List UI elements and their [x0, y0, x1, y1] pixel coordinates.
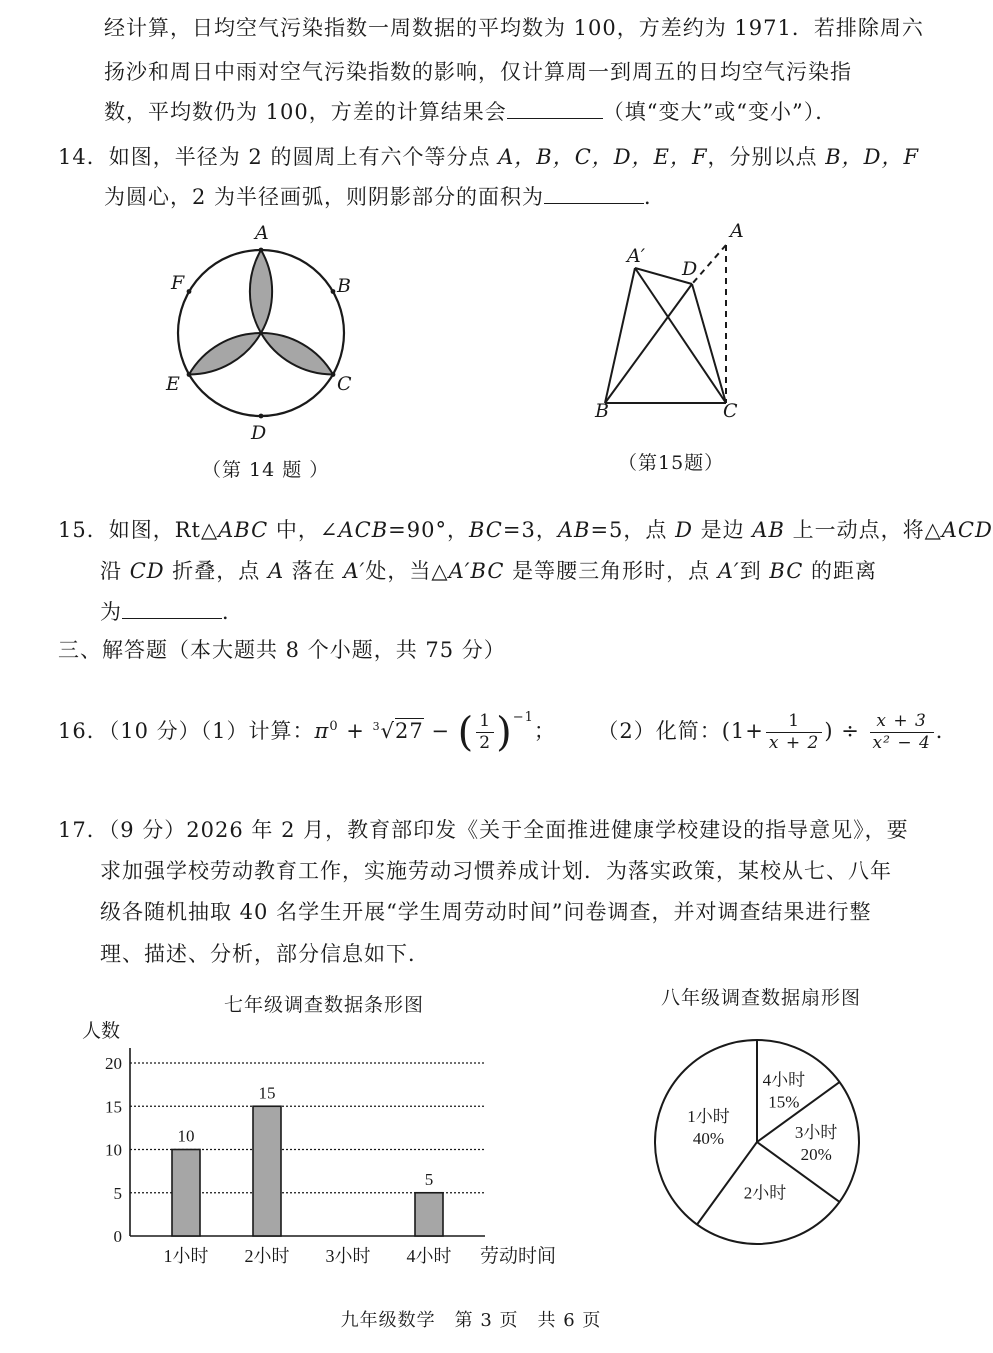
q16-open: (1+	[721, 718, 764, 743]
bar-chart-title: 七年级调查数据条形图	[224, 994, 425, 1016]
q16-root-sign: √	[380, 718, 395, 743]
bar-category-label: 1小时	[163, 1246, 209, 1266]
q16-paren-open: (	[457, 709, 475, 756]
figure-14	[150, 222, 380, 452]
q14-centers: B，D，F	[825, 145, 920, 169]
q13-line-1: 经计算，日均空气污染指数一周数据的平均数为 100，方差约为 1971．若排除周六	[104, 16, 924, 40]
q16-fraction-2	[766, 711, 822, 754]
q16-semicolon: ；	[533, 718, 556, 743]
pie-slice-percent: 20%	[800, 1145, 832, 1164]
q17-line-4: 理、描述、分析，部分信息如下．	[100, 942, 430, 966]
q14-text-a: 如图，半径为 2 的圆周上有六个等分点	[108, 145, 499, 169]
q17-line-3: 级各随机抽取 40 名学生开展“学生周劳动时间”问卷调查，并对调查结果进行整	[100, 900, 872, 924]
q16-close: )	[824, 718, 834, 743]
q15-t6: BC	[468, 518, 503, 542]
pie-chart-title: 八年级调查数据扇形图	[661, 987, 862, 1009]
q15-line-2	[100, 557, 877, 585]
point-c-dot	[331, 372, 336, 377]
q15-u1: 沿	[100, 559, 130, 583]
q15-line-1	[58, 516, 993, 544]
q17-number: 17．	[58, 818, 109, 842]
point-b-dot	[331, 289, 336, 294]
q15-u9: 是等腰三角形时，点	[504, 559, 718, 583]
fig15-label-d: D	[682, 258, 698, 280]
fig15-label-b: B	[595, 400, 609, 422]
q15-u3: 折叠，点	[164, 559, 268, 583]
figure-14-caption: （第 14 题 ）	[202, 459, 330, 481]
q14-line-2	[104, 183, 666, 211]
q17-line-1	[58, 816, 909, 844]
q13-line-3-tail: （填“变大”或“变小”）．	[602, 100, 838, 124]
fig14-label-f: F	[171, 272, 185, 294]
q15-t5: =90°，	[388, 518, 469, 542]
fig15-label-aprime: A′	[627, 245, 646, 267]
q14-points: A，B，C，D，E，F	[498, 145, 708, 169]
q15-u13: 的距离	[803, 559, 877, 583]
q14-text-c: 为圆心，2 为半径画弧，则阴影部分的面积为	[104, 185, 545, 209]
pie-slice-percent: 40%	[692, 1129, 725, 1149]
q16-minus: −	[423, 718, 458, 743]
q17-line-2: 求加强学校劳动教育工作，实施劳动习惯养成计划．为落实政策，某校从七、八年	[100, 859, 892, 883]
q14-line-1	[58, 143, 919, 171]
page-footer: 九年级数学 第 3 页 共 6 页	[340, 1310, 602, 1331]
q13-line-3	[104, 98, 837, 126]
q14-number: 14．	[58, 145, 109, 169]
q15-t10: D	[675, 518, 693, 542]
q15-u4: A	[267, 559, 285, 583]
pie-slice-label: 4小时	[762, 1070, 806, 1090]
q15-t14: ACD	[941, 518, 993, 542]
q16-paren-close: )	[496, 709, 513, 756]
fig15-label-c: C	[723, 400, 738, 422]
fig14-label-a: A	[255, 222, 269, 244]
q16-end: ．	[935, 718, 958, 743]
q13-line-3-text: 数，平均数仍为 100，方差的计算结果会	[104, 100, 507, 124]
bar	[415, 1193, 443, 1236]
section-3-heading: 三、解答题（本大题共 8 个小题，共 75 分）	[58, 638, 506, 662]
fig14-label-d: D	[251, 422, 267, 444]
bar-data-label: 10	[177, 1126, 195, 1146]
pie-slice-percent: 15%	[768, 1092, 800, 1112]
q16-pi: π	[314, 718, 330, 743]
q14-answer-blank	[544, 183, 644, 204]
q16-root-index: 3	[372, 719, 381, 733]
q15-u10: A′	[717, 559, 740, 583]
q16-fraction-1-num: 1	[476, 711, 494, 733]
q15-t11: 是边	[692, 518, 753, 542]
point-a-dot	[259, 248, 264, 253]
fig14-label-b: B	[337, 275, 351, 297]
q15-u5: 落在	[284, 559, 344, 583]
q16-fraction-1-den: 2	[479, 732, 492, 753]
bar-chart	[90, 1040, 500, 1270]
q15-answer-blank	[122, 598, 222, 619]
bar-ytick-label: 10	[105, 1140, 122, 1160]
q14-text-b: ，分别以点	[707, 145, 826, 169]
pie-slice-label: 2小时	[743, 1183, 787, 1203]
q17-text-1: （9 分）2026 年 2 月，教育部印发《关于全面推进健康学校建设的指导意见》，要	[108, 818, 909, 842]
q16-pi-exponent: 0	[329, 718, 339, 734]
q15-number: 15．	[58, 518, 109, 542]
q16-plus: +	[338, 718, 373, 743]
figure-15-caption: （第15题）	[618, 452, 725, 474]
q16-part2-label: （2）化简：	[607, 718, 722, 743]
q16-fraction-2-den: x + 2	[768, 732, 820, 753]
q13-line-2: 扬沙和周日中雨对空气污染指数的影响，仅计算周一到周五的日均空气污染指	[104, 60, 852, 84]
q15-t13: 上一动点，将△	[784, 518, 942, 542]
bar-chart-xlabel: 劳动时间	[480, 1245, 557, 1267]
q15-t1: 如图，Rt△	[108, 518, 219, 542]
fig14-label-e: E	[166, 373, 180, 395]
bar-ytick-label: 5	[113, 1183, 122, 1203]
pie-chart	[650, 1035, 864, 1249]
q15-t7: =3，	[502, 518, 558, 542]
q15-u12: BC	[769, 559, 804, 583]
q16-fraction-3	[870, 711, 934, 754]
point-d-dot	[259, 414, 264, 419]
bar-data-label: 5	[424, 1169, 434, 1189]
q15-t9: =5，点	[590, 518, 676, 542]
bar-data-label: 15	[258, 1083, 276, 1103]
q16-fraction-3-den: x² − 4	[872, 732, 931, 753]
q15-v1: 为	[100, 600, 122, 624]
q15-u7: 处，当△	[365, 559, 449, 583]
segment-aprime-c	[635, 268, 726, 403]
bar-category-label: 4小时	[406, 1246, 452, 1266]
figure-15	[580, 220, 770, 420]
q16-score: （10 分）	[108, 718, 201, 743]
segment-dc	[692, 284, 726, 403]
figure-14-petal-c	[261, 333, 333, 375]
fig15-label-a: A	[730, 220, 744, 242]
bar	[172, 1150, 200, 1237]
q16-part1-label: （1）计算：	[200, 718, 315, 743]
q16-neg-exponent: −1	[512, 710, 534, 725]
bar	[253, 1106, 281, 1236]
pie-slice-label: 3小时	[794, 1123, 838, 1142]
q16-root-body: 27	[394, 718, 424, 743]
bar-ytick-label: 20	[105, 1054, 122, 1073]
q15-u2: CD	[129, 559, 165, 583]
q16-fraction-2-num: 1	[766, 711, 822, 733]
point-f-dot	[187, 289, 192, 294]
q15-u6: A′	[343, 559, 366, 583]
q16-number: 16．	[58, 718, 109, 743]
figure-14-petal-e	[189, 333, 261, 375]
q15-u8: A′BC	[448, 559, 505, 583]
point-e-dot	[187, 372, 192, 377]
q15-t8: AB	[557, 518, 591, 542]
q15-u11: 到	[739, 559, 770, 583]
bar-ytick-label: 0	[113, 1227, 122, 1246]
q15-line-3	[100, 598, 244, 626]
fig14-label-c: C	[337, 373, 352, 395]
q16-divide: ÷	[833, 718, 868, 743]
figure-14-petal-a	[250, 250, 272, 333]
q16-fraction-1	[476, 711, 494, 754]
q13-answer-blank	[507, 98, 603, 119]
bar-category-label: 2小时	[244, 1246, 290, 1266]
q14-text-d: ．	[644, 185, 667, 209]
q15-t12: AB	[752, 518, 785, 542]
bar-category-label: 3小时	[325, 1246, 371, 1266]
bar-ytick-label: 15	[105, 1097, 122, 1117]
pie-slice-label: 1小时	[687, 1107, 730, 1127]
q15-t2: ABC	[218, 518, 269, 542]
q16-fraction-3-num: x + 3	[870, 711, 934, 733]
bar-chart-ylabel: 人数	[82, 1020, 121, 1042]
q15-v2: ．	[222, 600, 244, 624]
q15-t3: 中，∠	[268, 518, 339, 542]
q16-line	[58, 690, 958, 756]
q15-t4: ACB	[338, 518, 389, 542]
